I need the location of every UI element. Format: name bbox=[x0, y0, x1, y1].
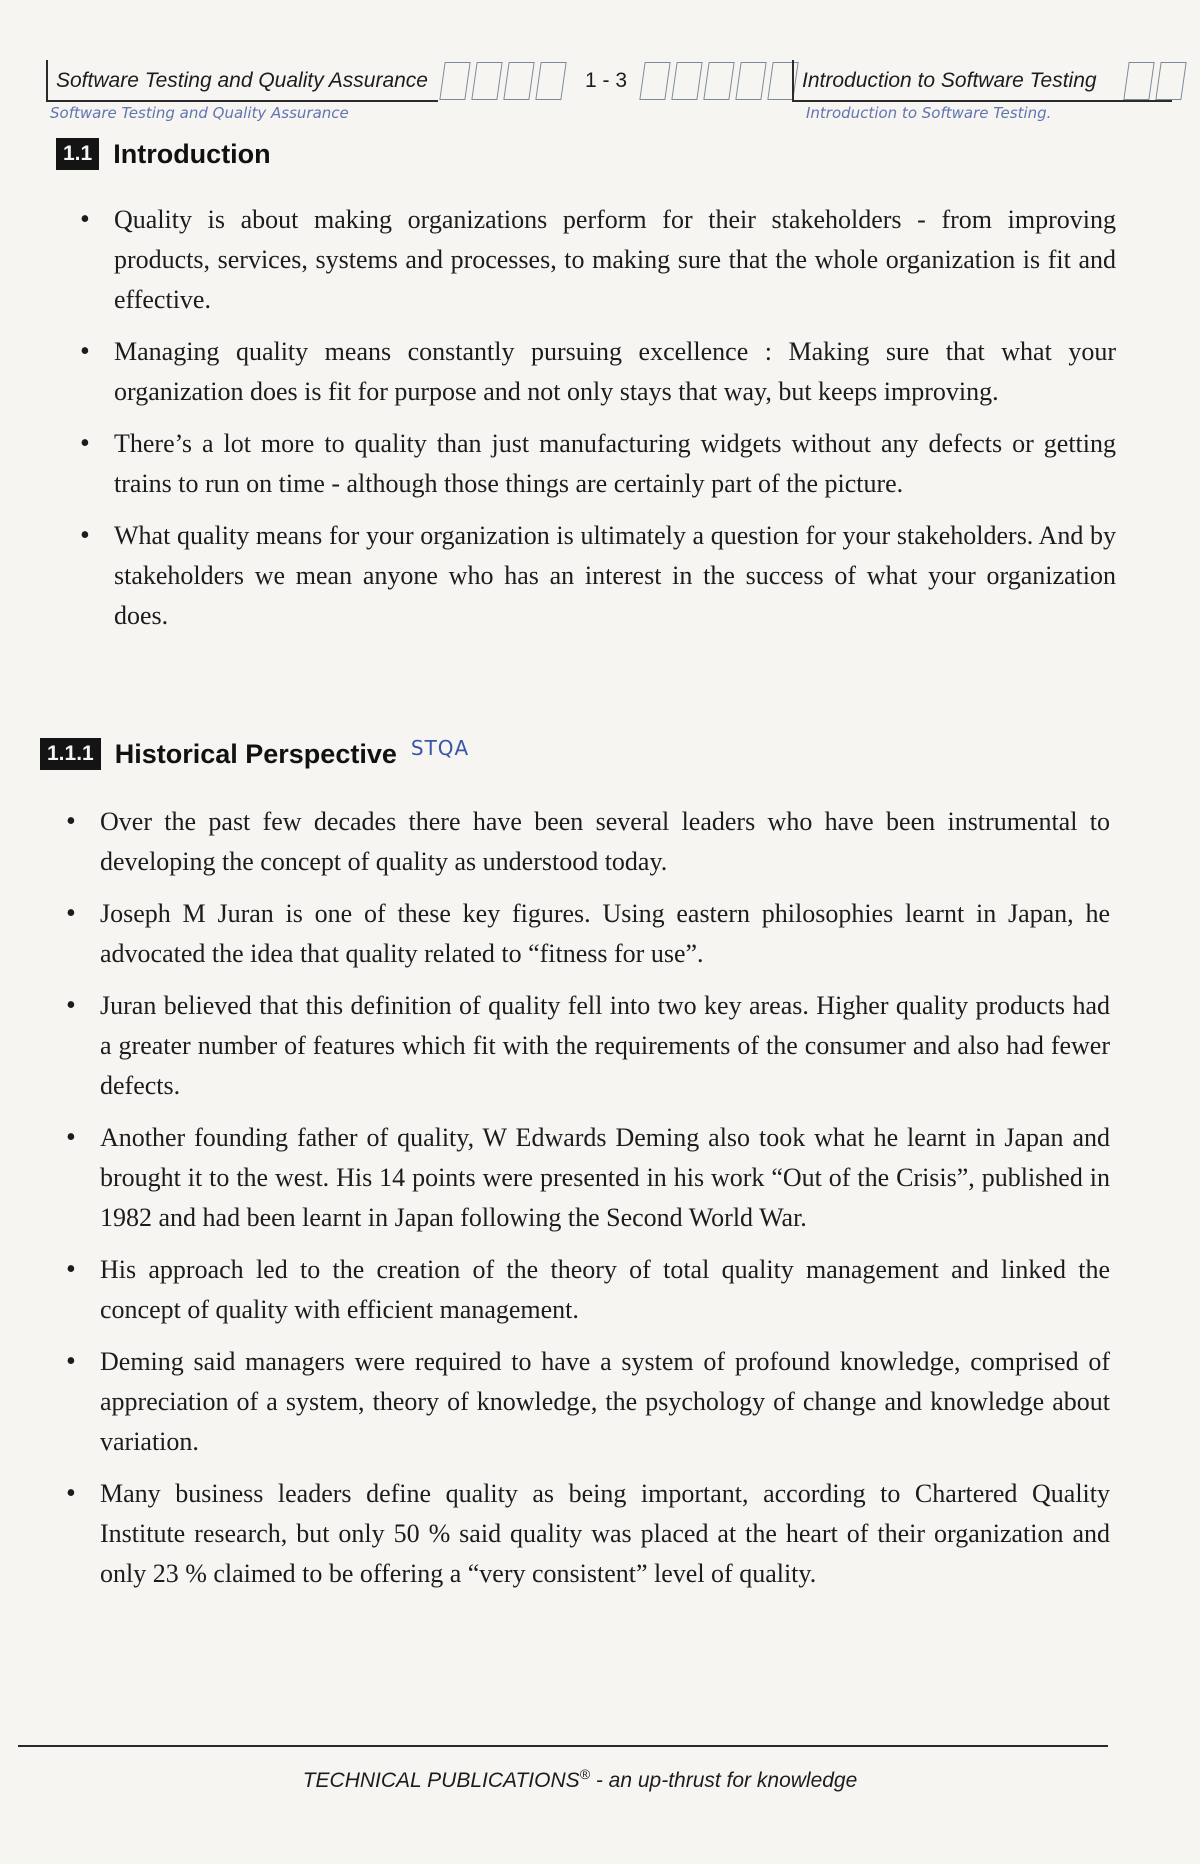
section-number: 1.1.1 bbox=[40, 738, 101, 770]
list-item: • There’s a lot more to quality than just manufacturing widgets without any defects or getting trains to run on time - although those things are certainly part of the picture. bbox=[76, 424, 1116, 504]
header-decoration bbox=[642, 62, 796, 102]
introduction-bullet-list bbox=[76, 200, 1116, 636]
header-chapter-title: Introduction to Software Testing bbox=[792, 60, 1172, 102]
list-item: • What quality means for your organization is ultimately a question for your stakeholders. And by stakeholders we mean anyone who has an interest in the success of what your organization does. bbox=[76, 516, 1116, 636]
header-decoration bbox=[1126, 62, 1184, 102]
section-heading-historical-perspective bbox=[40, 738, 469, 770]
running-header bbox=[46, 60, 1176, 122]
list-item: • Juran believed that this definition of quality fell into two key areas. Higher quality products had a greater number of features which fit with the requirements of the consumer and also had fewer defects. bbox=[62, 986, 1110, 1106]
historical-bullet-list bbox=[62, 802, 1110, 1594]
header-book-title: Software Testing and Quality Assurance bbox=[46, 60, 438, 102]
list-item: • Joseph M Juran is one of these key figures. Using eastern philosophies learnt in Japan, he advocated the idea that quality related to “fitness for use”. bbox=[62, 894, 1110, 974]
footer-publisher: TECHNICAL PUBLICATIONS bbox=[302, 1769, 580, 1792]
handwritten-note-right: Introduction to Software Testing. bbox=[806, 104, 1052, 122]
list-item: • Deming said managers were required to have a system of profound knowledge, comprised of appreciation of a system, theory of knowledge, the psychology of change and knowledge about variation. bbox=[62, 1342, 1110, 1462]
page-footer bbox=[0, 1766, 1160, 1793]
footer-rule bbox=[18, 1745, 1108, 1747]
section-title: Introduction bbox=[113, 138, 271, 169]
section-number: 1.1 bbox=[56, 138, 99, 170]
footer-tagline: - an up-thrust for knowledge bbox=[589, 1769, 858, 1792]
list-item: • Another founding father of quality, W Edwards Deming also took what he learnt in Japan and brought it to the west. His 14 points were presented in his work “Out of the Crisis”, published in 1982 and had been learnt in Japan following the Second World War. bbox=[62, 1118, 1110, 1238]
registered-mark: ® bbox=[579, 1766, 590, 1782]
list-item: • Managing quality means constantly pursuing excellence : Making sure that what your organization does is fit for purpose and not only stays that way, but keeps improving. bbox=[76, 332, 1116, 412]
handwritten-annotation: STQA bbox=[410, 736, 470, 760]
handwritten-note-left: Software Testing and Quality Assurance bbox=[50, 104, 349, 122]
list-item: • Over the past few decades there have been several leaders who have been instrumental to developing the concept of quality as understood today. bbox=[62, 802, 1110, 882]
section-title: Historical Perspective bbox=[114, 738, 397, 769]
list-item: • Quality is about making organizations perform for their stakeholders - from improving products, services, systems and processes, to making sure that the whole organization is fit and effective. bbox=[76, 200, 1116, 320]
header-decoration bbox=[442, 62, 564, 102]
list-item: • His approach led to the creation of the theory of total quality management and linked the concept of quality with efficient management. bbox=[62, 1250, 1110, 1330]
section-heading-introduction bbox=[56, 138, 271, 170]
list-item: • Many business leaders define quality as being important, according to Chartered Quality Institute research, but only 50 % said quality was placed at the heart of their organization and only 23 % claimed to be offering a “very consistent” level of quality. bbox=[62, 1474, 1110, 1594]
header-page-number: 1 - 3 bbox=[584, 69, 628, 92]
